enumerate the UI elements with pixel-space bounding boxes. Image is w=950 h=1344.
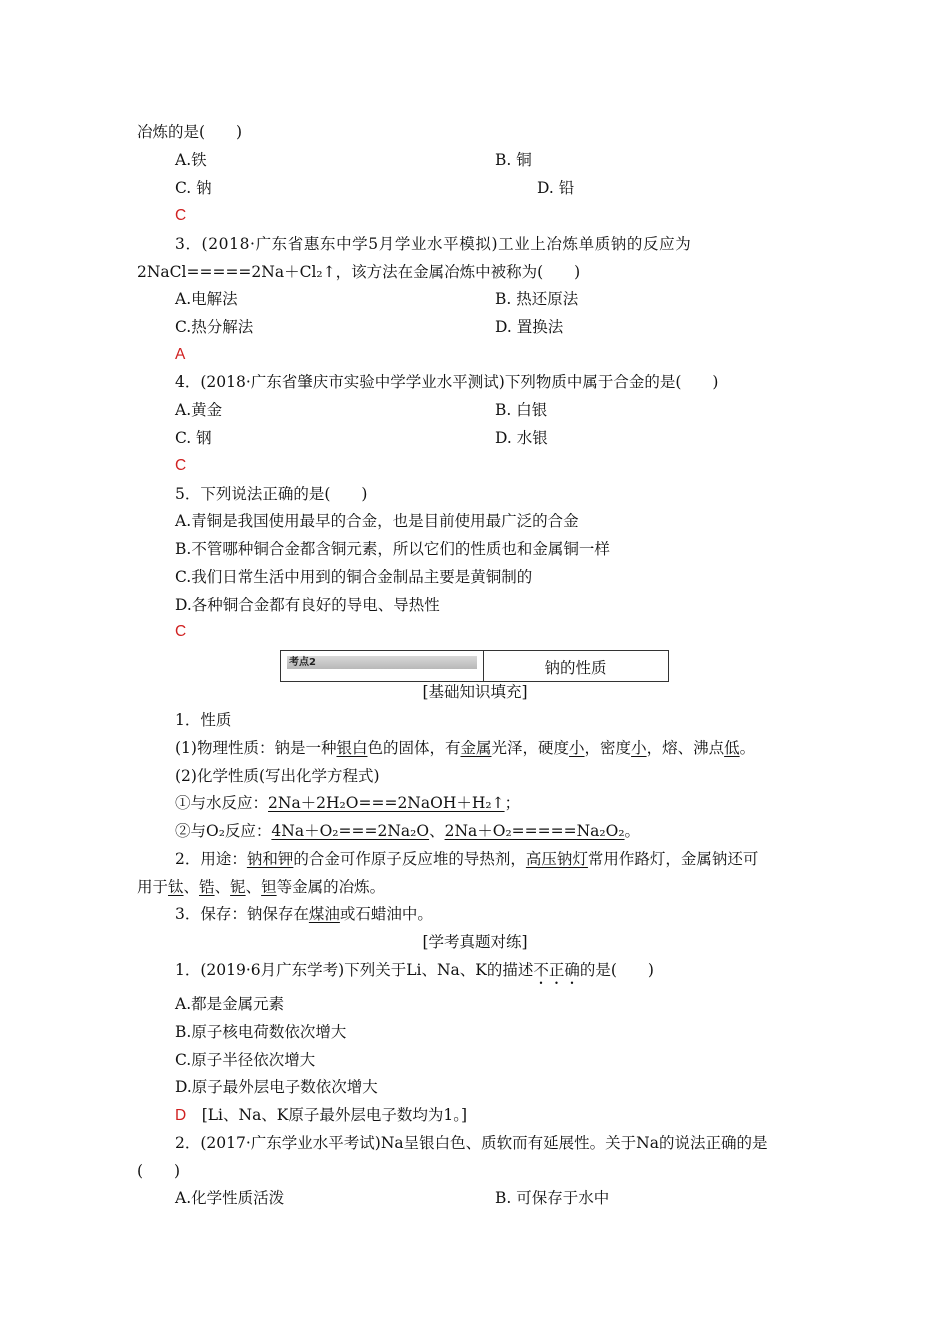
equation: 2Na＋2H₂O===2NaOH＋H₂↑	[268, 794, 505, 812]
blank-answer: 银白	[336, 739, 368, 757]
option-a: A.化学性质活泼	[175, 1189, 285, 1207]
text: (1)物理性质：钠是一种	[175, 739, 337, 757]
text: ，密度	[584, 739, 632, 757]
section-header	[280, 650, 669, 682]
blank-answer: 低	[724, 739, 740, 757]
option-b: B. 可保存于水中	[495, 1189, 610, 1207]
subsection-heading: [学考真题对练]	[422, 933, 528, 951]
question-stem	[175, 960, 654, 988]
question-stem: 3．(2018·广东省惠东中学5月学业水平模拟)工业上冶炼单质钠的反应为	[175, 235, 692, 253]
option-b: B.不管哪种铜合金都含铜元素，所以它们的性质也和金属铜一样	[175, 540, 610, 558]
option-c: C. 钢	[175, 429, 212, 447]
option-a: A.都是金属元素	[175, 995, 285, 1013]
question-stem-cont: ( )	[137, 1162, 181, 1180]
text: ②与O₂反应：	[175, 822, 272, 840]
option-b: B. 热还原法	[495, 290, 579, 308]
text: 的合金可作原子反应堆的导热剂，	[293, 850, 526, 868]
paragraph: 1．性质	[175, 711, 232, 729]
option-d: D. 铅	[537, 179, 575, 197]
blank-answer: 钠和钾	[246, 850, 294, 868]
explanation: [Li、Na、K原子最外层电子数均为1。]	[201, 1106, 468, 1124]
option-c: C. 钠	[175, 179, 212, 197]
option-a: A.电解法	[175, 290, 238, 308]
option-a: A.铁	[175, 151, 207, 169]
text: 2．用途：	[175, 850, 247, 868]
option-b: B. 白银	[495, 401, 548, 419]
paragraph	[175, 904, 433, 924]
option-b: B. 铜	[495, 151, 532, 169]
paragraph	[175, 849, 758, 869]
question-stem: 2．(2017·广东学业水平考试)Na呈银白色、质软而有延展性。关于Na的说法正确的是	[175, 1134, 768, 1152]
blank-answer: 锆	[199, 878, 215, 896]
paragraph: (2)化学性质(写出化学方程式)	[175, 767, 380, 785]
text: 等金属的冶炼。	[276, 878, 386, 896]
option-d: D. 置换法	[495, 318, 564, 336]
option-b: B.原子核电荷数依次增大	[175, 1023, 347, 1041]
section-tag: 考点2	[289, 657, 316, 668]
option-c: C.热分解法	[175, 318, 254, 336]
paragraph	[175, 793, 520, 813]
text: ；	[504, 794, 521, 812]
paragraph	[175, 821, 640, 841]
option-d: D.各种铜合金都有良好的导电、导热性	[175, 596, 440, 614]
text: 光泽，硬度	[491, 739, 570, 757]
section-tag-cell	[281, 651, 484, 681]
answer: A	[175, 346, 186, 363]
blank-answer: 钽	[261, 878, 277, 896]
option-a: A.青铜是我国使用最早的合金，也是目前使用最广泛的合金	[175, 512, 579, 530]
text: 、	[429, 822, 445, 840]
text: 、	[214, 878, 231, 896]
option-d: D. 水银	[495, 429, 548, 447]
blank-answer: 钛	[168, 878, 184, 896]
text: 的是( )	[579, 961, 654, 979]
text: 、	[245, 878, 262, 896]
blank-answer: 煤油	[308, 905, 340, 923]
paragraph	[137, 877, 385, 897]
equation: 2Na＋O₂=====Na₂O₂	[444, 822, 625, 840]
question-stem: 4．(2018·广东省肇庆市实验中学学业水平测试)下列物质中属于合金的是( )	[175, 373, 719, 391]
blank-answer: 金属	[460, 739, 492, 757]
answer: C	[175, 207, 187, 224]
text: 、	[183, 878, 200, 896]
answer-line	[175, 1105, 467, 1126]
question-stem: 5．下列说法正确的是( )	[175, 485, 368, 503]
question-stem-cont: 2NaCl=====2Na＋Cl₂↑，该方法在金属冶炼中被称为( )	[137, 263, 581, 281]
option-a: A.黄金	[175, 401, 223, 419]
blank-answer: 小	[569, 739, 585, 757]
text: 3．保存：钠保存在	[175, 905, 309, 923]
blank-answer: 铌	[230, 878, 246, 896]
text: 色的固体，有	[367, 739, 461, 757]
question-stem: 冶炼的是( )	[137, 123, 243, 141]
text: 。	[739, 739, 756, 757]
text: 1．(2019·6月广东学考)下列关于Li、Na、K的描述	[175, 961, 534, 979]
blank-answer: 小	[631, 739, 647, 757]
text: 或石蜡油中。	[339, 905, 433, 923]
text: 常用作路灯，金属钠还可	[587, 850, 759, 868]
paragraph	[175, 738, 755, 758]
option-d: D.原子最外层电子数依次增大	[175, 1078, 378, 1096]
option-c: C.原子半径依次增大	[175, 1051, 316, 1069]
text: 用于	[137, 878, 169, 896]
text: ，熔、沸点	[646, 739, 725, 757]
section-title: 钠的性质	[544, 659, 607, 677]
text: ①与水反应：	[175, 794, 269, 812]
emphasis-text: 不正确	[533, 961, 580, 979]
answer: D	[175, 1107, 187, 1124]
subsection-heading: [基础知识填充]	[422, 683, 528, 701]
equation: 4Na＋O₂===2Na₂O	[271, 822, 430, 840]
blank-answer: 高压钠灯	[525, 850, 588, 868]
option-c: C.我们日常生活中用到的铜合金制品主要是黄铜制的	[175, 568, 533, 586]
text: 。	[624, 822, 641, 840]
answer: C	[175, 457, 187, 474]
answer: C	[175, 623, 187, 640]
